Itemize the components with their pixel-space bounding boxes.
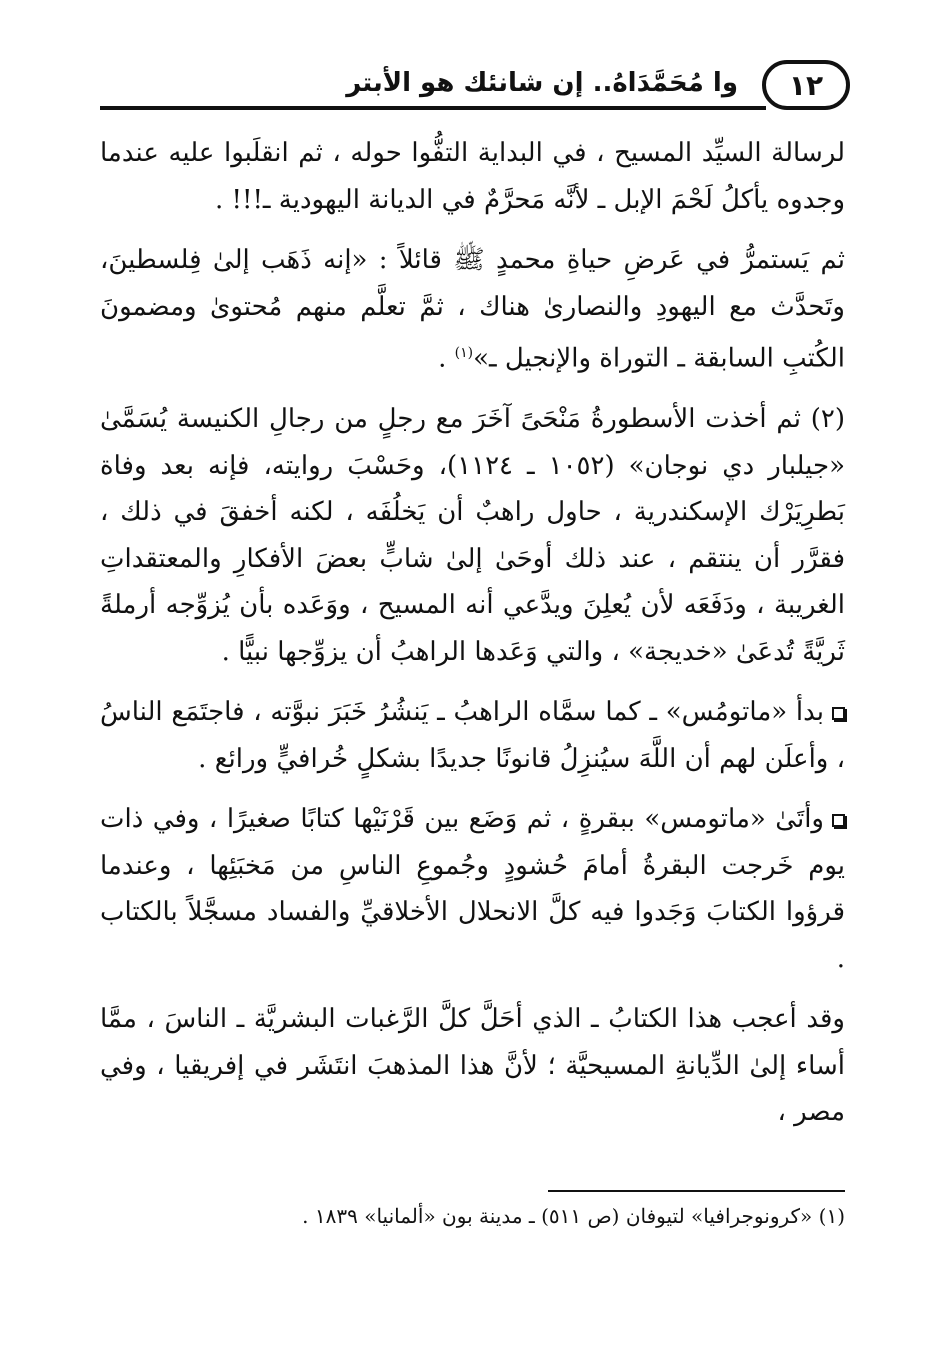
square-bullet-icon bbox=[832, 707, 845, 720]
paragraph-tail: . bbox=[438, 343, 455, 374]
page-number: ١٢ bbox=[762, 60, 850, 110]
page-header bbox=[100, 58, 850, 118]
paragraph-4 bbox=[100, 689, 845, 782]
paragraph-2 bbox=[100, 237, 845, 382]
paragraph-text: ثم يَستمرُّ في عَرضِ حياةِ محمدٍ ﷺ قائلاً : «إنه ذَهَب إلىٰ فِلسطينَ، وتَحدَّث مع اليهودِ والنصارىٰ هناك ، ثمَّ تعلَّم منهم مُحتوىٰ ومضمونَ الكُتبِ السابقة ـ التوراة والإنجيل ـ» bbox=[100, 245, 845, 374]
footnote: (١) «كرونوجرافيا» لتيوفان (ص ٥١١) ـ مدينة بون «ألمانيا» ١٨٣٩ . bbox=[302, 1204, 845, 1228]
running-title: وا مُحَمَّدَاهُ.. إن شانئك هو الأبتر bbox=[346, 68, 738, 98]
paragraph-1 bbox=[100, 130, 845, 223]
paragraph-text: وقد أعجب هذا الكتابُ ـ الذي أحَلَّ كلَّ الرَّغبات البشريَّة ـ الناسَ ، ممَّا أساء إلىٰ الدِّيانةِ المسيحيَّة ؛ لأنَّ هذا المذهبَ انتَشَر في إفريقيا ، وفي مصر ، bbox=[100, 1004, 845, 1128]
paragraph-text: وأتَىٰ «ماتومس» ببقرةٍ ، ثم وَضَع بين قَرْنَيْها كتابًا صغيرًا ، وفي ذات يوم خَرجت البقرةُ أمامَ حُشودٍ وجُموعِ الناسِ من مَخبَئِها ، وعندما قرؤوا الكتابَ وَجَدوا فيه كلَّ الانحلال الأخلاقيِّ والفساد مسجَّلاً بالكتاب . bbox=[100, 804, 845, 974]
paragraph-text: بدأ «ماتومُس» ـ كما سمَّاه الراهبُ ـ يَنشُرُ خَبَرَ نبوَّته ، فاجتَمَع الناسُ ، وأعلَن لهم أن اللَّهَ سيُنزِلُ قانونًا جديدًا بشكلٍ خُرافيٍّ ورائع . bbox=[100, 697, 845, 774]
square-bullet-icon bbox=[832, 814, 845, 827]
paragraph-6 bbox=[100, 996, 845, 1136]
paragraph-5 bbox=[100, 796, 845, 982]
body-text bbox=[100, 130, 845, 1150]
footnote-divider bbox=[548, 1190, 845, 1192]
header-divider bbox=[100, 106, 766, 110]
footnote-reference[interactable]: (١) bbox=[454, 345, 474, 361]
paragraph-text: (٢) ثم أخذت الأسطورةُ مَنْحَىً آخَرَ مع رجلٍ من رجالِ الكنيسة يُسَمَّىٰ «جيلبار دي نوجان» (١٠٥٢ ـ ١١٢٤)، وحَسْبَ روايته، فإنه بعد وفاة بَطرِيَرْك الإسكندرية ، حاول راهبٌ أن يَخلُفَه ، لكنه أخفقَ في ذلك ، فقرَّر أن ينتقم ، عند ذلك أوحَىٰ إلىٰ شابٍّ بعضَ الأفكارِ والمعتقداتِ الغريبة ، ودَفَعَه لأن يُعلِنَ ويدَّعي أنه المسيح ، ووَعَده بأن يُزوِّجه أرملةً ثَريَّةً تُدعَىٰ «خديجة» ، والتي وَعَدها الراهبُ أن يزوِّجها نبيًّا . bbox=[100, 404, 845, 667]
paragraph-text: لرسالة السيِّد المسيح ، في البداية التفُّوا حوله ، ثم انقلَبوا عليه عندما وجدوه يأكلُ لَحْمَ الإبل ـ لأنَّه مَحرَّمٌ في الديانة اليهودية ـ!!! . bbox=[100, 138, 845, 215]
paragraph-3 bbox=[100, 396, 845, 675]
